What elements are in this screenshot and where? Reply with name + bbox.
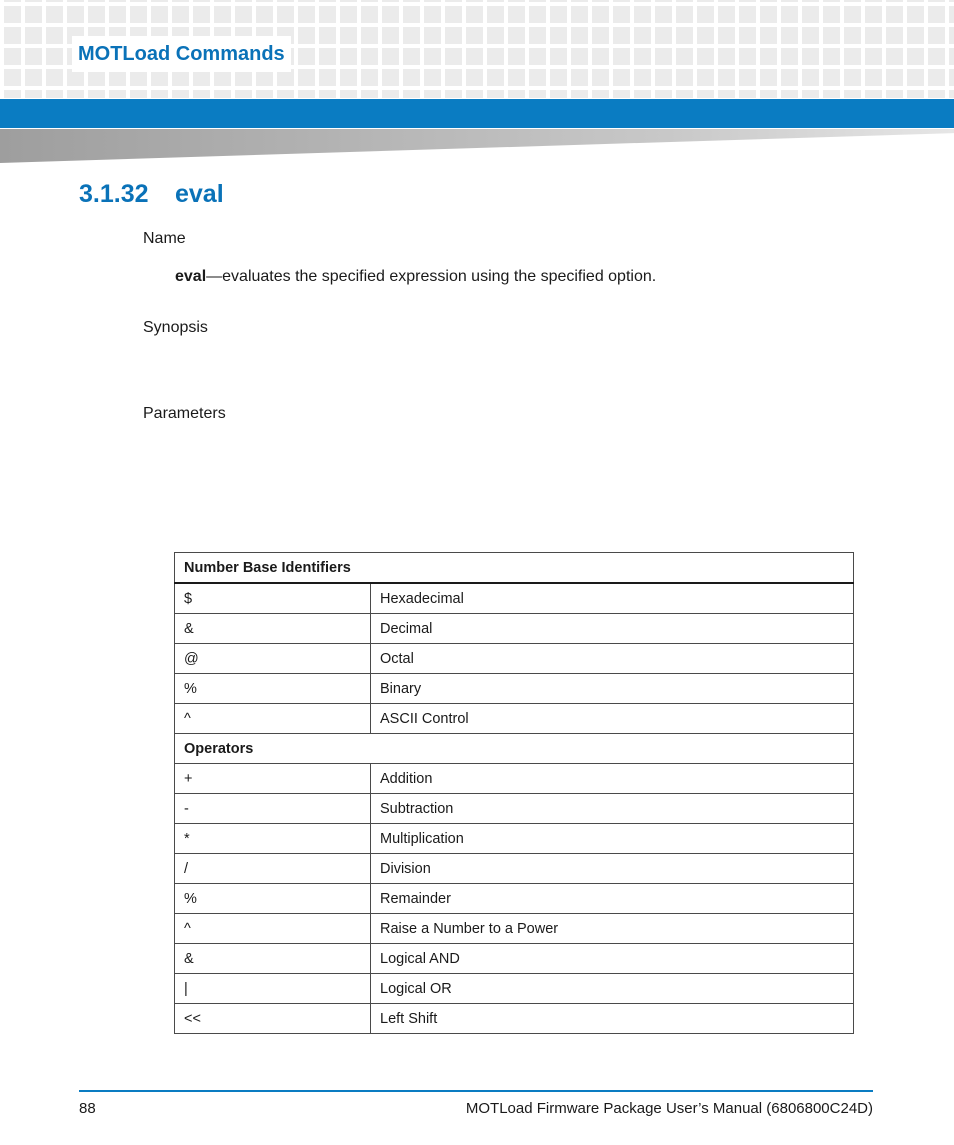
table-group-header [175,734,854,764]
label-parameters: Parameters [143,405,226,422]
meaning-cell: Addition [371,764,854,794]
table-row [175,764,854,794]
table-row [175,884,854,914]
symbol-cell: | [175,974,371,1004]
header-gray-wedge [0,129,954,163]
table-row [175,674,854,704]
table-row [175,914,854,944]
footer-rule [79,1090,873,1092]
meaning-cell: Logical OR [371,974,854,1004]
table-row [175,974,854,1004]
symbol-cell: ^ [175,704,371,734]
symbol-cell: $ [175,583,371,614]
group-header-cell: Operators [175,734,854,764]
section-heading [79,180,224,209]
section-number: 3.1.32 [79,180,149,208]
symbol-cell: - [175,794,371,824]
meaning-cell: Binary [371,674,854,704]
table-row [175,614,854,644]
symbol-cell: ^ [175,914,371,944]
meaning-cell: Subtraction [371,794,854,824]
group-header-cell: Number Base Identifiers [175,553,854,584]
symbol-cell: % [175,674,371,704]
command-description: —evaluates the specified expression using the specified option. [206,268,657,285]
symbol-cell: & [175,944,371,974]
table-row [175,794,854,824]
table-row [175,1004,854,1034]
symbol-cell: * [175,824,371,854]
symbol-cell: & [175,614,371,644]
symbol-cell: + [175,764,371,794]
meaning-cell: Multiplication [371,824,854,854]
table-row [175,854,854,884]
symbol-cell: % [175,884,371,914]
meaning-cell: Division [371,854,854,884]
meaning-cell: Decimal [371,614,854,644]
label-name: Name [143,230,186,247]
meaning-cell: Octal [371,644,854,674]
symbol-cell: << [175,1004,371,1034]
page-number: 88 [79,1100,96,1117]
table-row [175,644,854,674]
meaning-cell: Logical AND [371,944,854,974]
footer-title: MOTLoad Firmware Package User’s Manual (6806800C24D) [465,1100,873,1117]
symbol-cell: @ [175,644,371,674]
header-blue-bar [0,99,954,128]
table-group-header [175,553,854,584]
command-name: eval [175,268,207,285]
meaning-cell: Hexadecimal [371,583,854,614]
running-header-title: MOTLoad Commands [72,36,291,72]
label-synopsis: Synopsis [143,319,208,336]
symbol-cell: / [175,854,371,884]
table-row [175,583,854,614]
meaning-cell: Raise a Number to a Power [371,914,854,944]
meaning-cell: Left Shift [371,1004,854,1034]
name-description [175,268,656,286]
meaning-cell: Remainder [371,884,854,914]
parameters-table [174,552,854,1034]
table-row [175,704,854,734]
section-title: eval [175,180,224,208]
table-row [175,944,854,974]
meaning-cell: ASCII Control [371,704,854,734]
table-row [175,824,854,854]
